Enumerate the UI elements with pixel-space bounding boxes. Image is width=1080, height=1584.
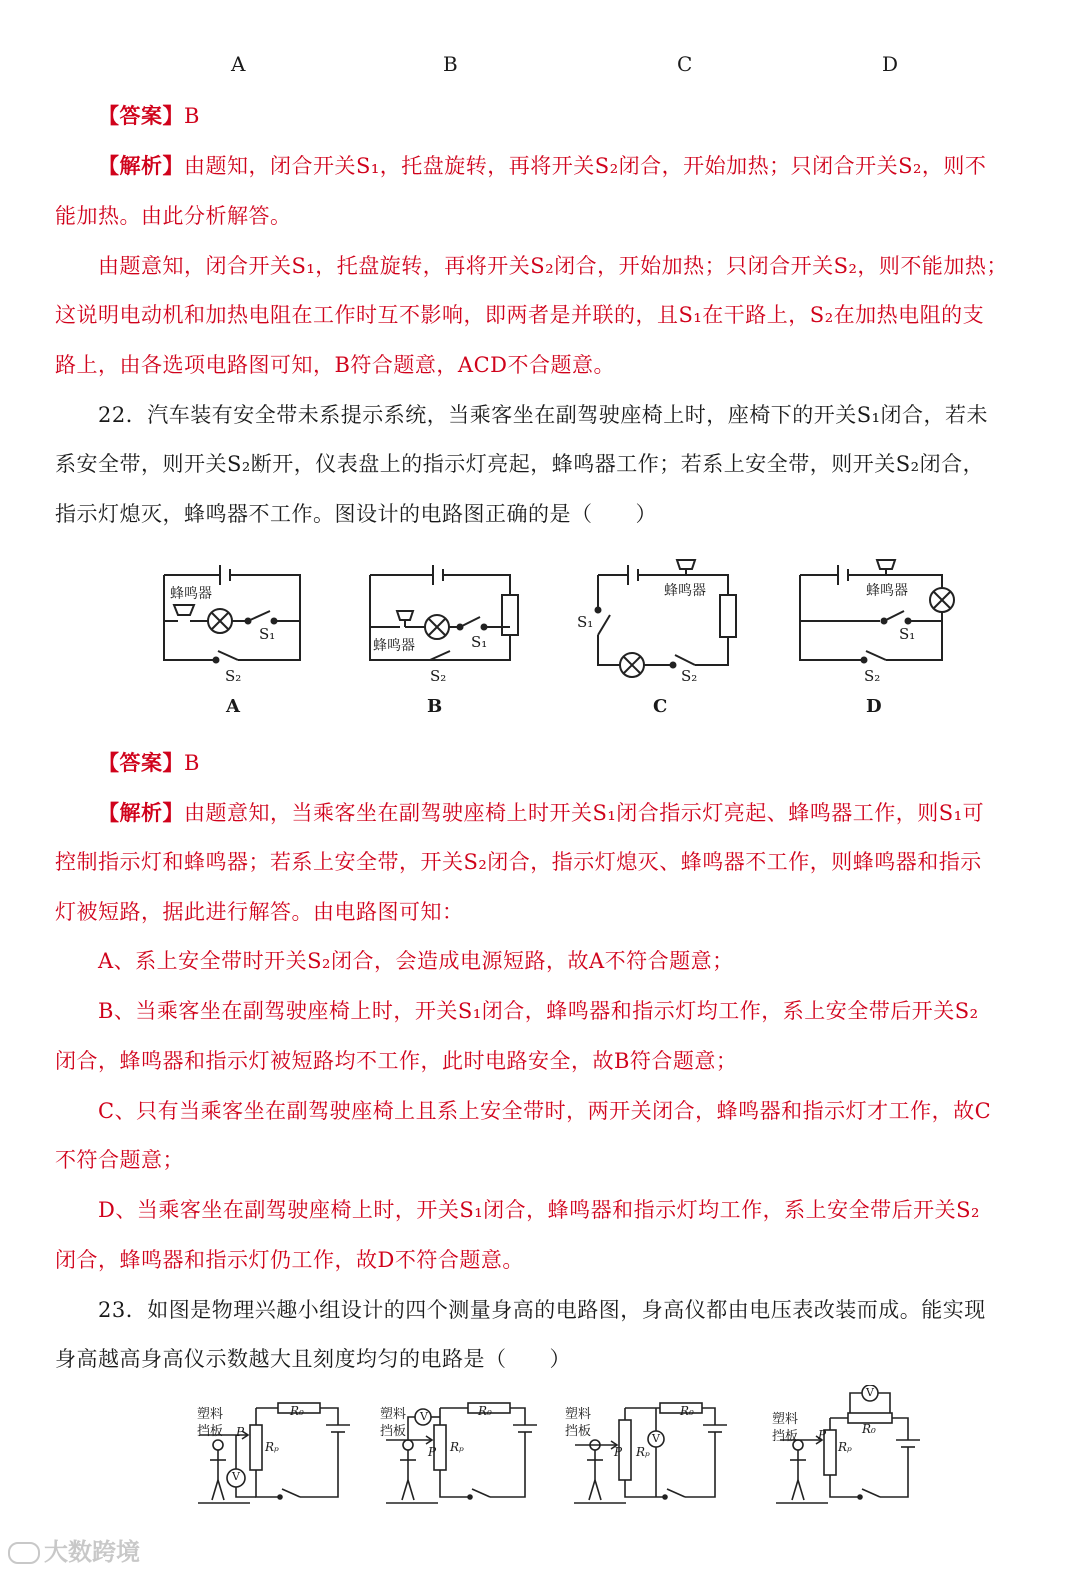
q22-analysis-line-10: 闭合，蜂鸣器和指示灯仍工作，故D不符合题意。 bbox=[55, 1248, 524, 1272]
r0-label-d: R₀ bbox=[862, 1422, 876, 1436]
q21-answer bbox=[98, 101, 1020, 131]
circuit-c bbox=[596, 560, 737, 677]
answer-value: B bbox=[184, 104, 200, 128]
watermark-logo-icon bbox=[8, 1542, 40, 1564]
plate-label-d2: 挡板 bbox=[772, 1429, 799, 1444]
figure-label-c: C bbox=[653, 696, 668, 717]
plate-label-a2: 挡板 bbox=[197, 1424, 224, 1439]
s1-label-c: S₁ bbox=[577, 613, 594, 631]
v-label-b: V bbox=[420, 1410, 428, 1423]
p-label-d: P bbox=[818, 1428, 827, 1442]
q21-analysis-line-1 bbox=[98, 151, 1020, 181]
analysis-tag: 【解析】 bbox=[98, 153, 184, 178]
v-label-d: V bbox=[866, 1386, 874, 1399]
q22-analysis-line-8: 不符合题意； bbox=[55, 1148, 184, 1172]
s2-label-b: S₂ bbox=[430, 667, 447, 685]
plate-label-a1: 塑料 bbox=[197, 1407, 224, 1422]
watermark-text: 大数跨境 bbox=[44, 1538, 140, 1566]
q22-analysis-line-7: C、只有当乘客坐在副驾驶座椅上且系上安全带时，两开关闭合，蜂鸣器和指示灯才工作，故C bbox=[98, 1099, 992, 1123]
plate-label-b1: 塑料 bbox=[380, 1407, 407, 1422]
q22-stem-line-2: 系安全带，则开关S₂断开，仪表盘上的指示灯亮起，蜂鸣器工作；若系上安全带，则开关S₂闭合， bbox=[55, 452, 985, 476]
figure-label-b: B bbox=[427, 696, 443, 717]
plate-label-c1: 塑料 bbox=[565, 1407, 592, 1422]
option-label-d: D bbox=[882, 52, 899, 76]
v-label-c: V bbox=[652, 1432, 660, 1445]
p-label-a: P bbox=[236, 1425, 245, 1439]
q21-analysis-line-4: 这说明电动机和加热电阻在工作时互不影响，即两者是并联的，且S₁在干路上，S₂在加热电阻的支 bbox=[55, 303, 985, 327]
rp-label-b: Rₚ bbox=[450, 1440, 464, 1454]
s2-label-d: S₂ bbox=[864, 667, 881, 685]
figure-label-a: A bbox=[226, 696, 240, 717]
rp-label-c: Rₚ bbox=[636, 1445, 650, 1459]
plate-label-c2: 挡板 bbox=[565, 1424, 592, 1439]
q22-analysis-line-9: D、当乘客坐在副驾驶座椅上时，开关S₁闭合，蜂鸣器和指示灯均工作，系上安全带后开关S₂ bbox=[98, 1198, 980, 1222]
q22-analysis-line-5: B、当乘客坐在副驾驶座椅上时，开关S₁闭合，蜂鸣器和指示灯均工作，系上安全带后开关S₂ bbox=[98, 999, 979, 1023]
q21-analysis-line-5: 路上，由各选项电路图可知，B符合题意，ACD不合题意。 bbox=[55, 353, 616, 377]
q23-stem-line-1: 23．如图是物理兴趣小组设计的四个测量身高的电路图，身高仪都由电压表改装而成。能实现 bbox=[98, 1298, 986, 1322]
p-label-c: P bbox=[614, 1445, 623, 1459]
p-label-b: P bbox=[428, 1445, 437, 1459]
circuit-d bbox=[800, 560, 954, 663]
height-circuit-c bbox=[574, 1403, 727, 1503]
r0-label-a: R₀ bbox=[290, 1404, 304, 1418]
q22-analysis-line-4: A、系上安全带时开关S₂闭合，会造成电源短路，故A不符合题意； bbox=[98, 949, 734, 973]
rp-label-a: Rₚ bbox=[265, 1440, 279, 1454]
s1-label-b: S₁ bbox=[471, 633, 488, 651]
r0-label-c: R₀ bbox=[680, 1404, 694, 1418]
answer-tag: 【答案】 bbox=[98, 750, 184, 775]
q22-analysis-line-2: 控制指示灯和蜂鸣器；若系上安全带，开关S₂闭合，指示灯熄灭、蜂鸣器不工作，则蜂鸣器和指示 bbox=[55, 850, 982, 874]
plate-label-d1: 塑料 bbox=[772, 1412, 799, 1427]
s1-label-a: S₁ bbox=[259, 625, 276, 643]
analysis-text: 由题知，闭合开关S₁，托盘旋转，再将开关S₂闭合，开始加热；只闭合开关S₂，则不 bbox=[184, 154, 987, 178]
v-label-a: V bbox=[232, 1470, 240, 1483]
buzzer-label-b: 蜂鸣器 bbox=[373, 638, 415, 654]
q21-analysis-line-2: 能加热。由此分析解答。 bbox=[55, 204, 292, 228]
analysis-tag: 【解析】 bbox=[98, 800, 184, 825]
watermark bbox=[8, 1532, 140, 1567]
q21-analysis-line-3: 由题意知，闭合开关S₁，托盘旋转，再将开关S₂闭合，开始加热；只闭合开关S₂，则不能加热； bbox=[98, 254, 1008, 278]
figure-label-d: D bbox=[866, 696, 882, 717]
s1-label-d: S₁ bbox=[899, 625, 916, 643]
answer-value: B bbox=[184, 751, 200, 775]
s2-label-c: S₂ bbox=[681, 667, 698, 685]
plate-label-b2: 挡板 bbox=[380, 1424, 407, 1439]
q22-stem-line-3: 指示灯熄灭，蜂鸣器不工作。图设计的电路图正确的是（ ） bbox=[55, 502, 657, 526]
q22-analysis-line-1 bbox=[98, 798, 1020, 828]
analysis-text: 由题意知，当乘客坐在副驾驶座椅上时开关S₁闭合指示灯亮起、蜂鸣器工作，则S₁可 bbox=[184, 801, 985, 825]
q22-answer bbox=[98, 748, 1020, 778]
s2-label-a: S₂ bbox=[225, 667, 242, 685]
q22-stem-line-1: 22．汽车装有安全带未系提示系统，当乘客坐在副驾驶座椅上时，座椅下的开关S₁闭合，若未 bbox=[98, 403, 989, 427]
option-label-c: C bbox=[677, 52, 693, 76]
answer-tag: 【答案】 bbox=[98, 103, 184, 128]
q22-analysis-line-3: 灯被短路，据此进行解答。由电路图可知： bbox=[55, 900, 464, 924]
r0-label-b: R₀ bbox=[478, 1404, 492, 1418]
buzzer-label-a: 蜂鸣器 bbox=[170, 586, 212, 602]
q23-stem-line-2: 身高越高身高仪示数越大且刻度均匀的电路是（ ） bbox=[55, 1347, 571, 1371]
buzzer-label-d: 蜂鸣器 bbox=[866, 583, 908, 599]
rp-label-d: Rₚ bbox=[838, 1440, 852, 1454]
q22-analysis-line-6: 闭合，蜂鸣器和指示灯被短路均不工作，此时电路安全，故B符合题意； bbox=[55, 1049, 738, 1073]
option-label-a: A bbox=[231, 52, 246, 76]
buzzer-label-c: 蜂鸣器 bbox=[664, 583, 706, 599]
circuit-a bbox=[164, 565, 300, 663]
option-label-b: B bbox=[443, 52, 458, 76]
